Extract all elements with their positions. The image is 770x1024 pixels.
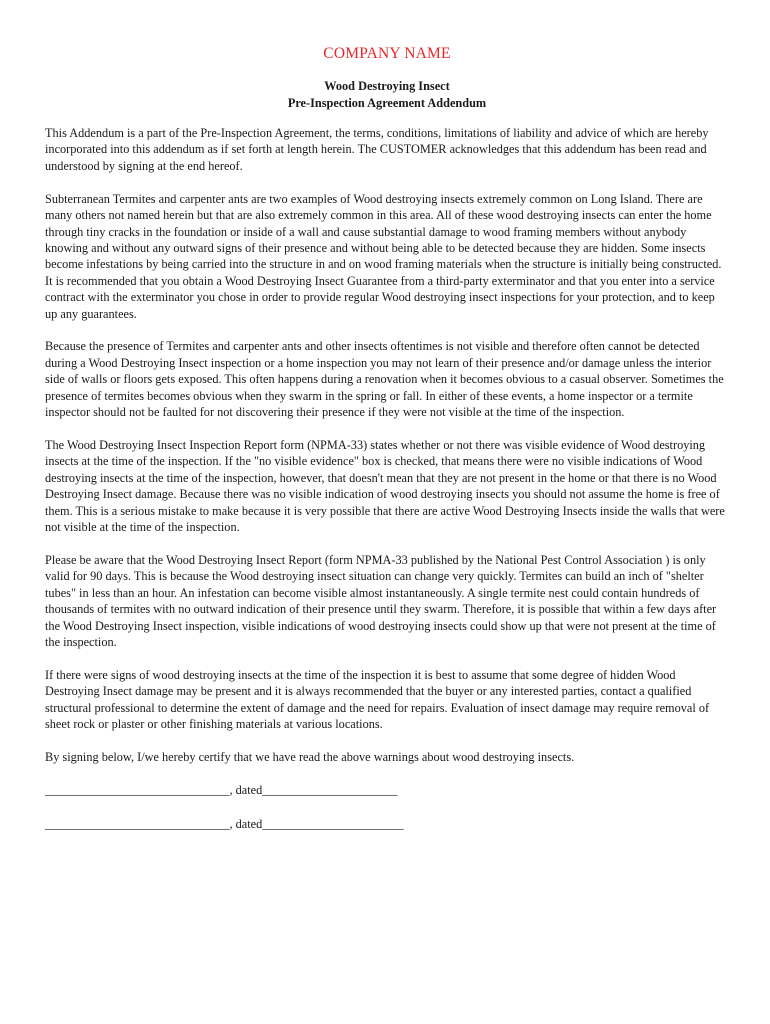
title-line-1: Wood Destroying Insect xyxy=(324,79,450,93)
paragraph-termites-carpenter-ants: Subterranean Termites and carpenter ants are two examples of Wood destroying insects extremely common on Long Island. There are many others not named herein but that are also extremely common in this area. All of these wood destroying insects can enter the home through tiny cracks in the foundation or inside of a wall and cause substantial damage to wood framing members without anybody knowing and without any outward signs of their presence and without being able to be detected because they are hidden. Some insects become infestations by being carried into the structure in and on wood framing materials when the structure is initially being constructed. It is recommended that you obtain a Wood Destroying Insect Guarantee from a third-party exterminator and that you enter into a service contract with the exterminator you chose in order to provide regular Wood destroying insect inspections for your protection, and to keep up any guarantees. xyxy=(45,191,722,321)
title-line-2: Pre-Inspection Agreement Addendum xyxy=(287,95,487,110)
signature-line-2[interactable]: ______________________________, dated_______________________ xyxy=(45,817,404,832)
paragraph-hidden-damage: If there were signs of wood destroying insects at the time of the inspection it is best to assume that some degree of hidden Wood Destroying Insect damage may be present and it is always recommended that the buyer or any interested parties, contact a qualified structural professional to determine the extent of damage and the need for repairs. Evaluation of insect damage may require removal of sheet rock or plaster or other finishing materials at various locations. xyxy=(45,667,710,732)
paragraph-report-validity: Please be aware that the Wood Destroying Insect Report (form NPMA-33 published by the National Pest Control Association ) is only valid for 90 days. This is because the Wood destroying insect situation can change very quickly. Termites can build an inch of "shelter tubes" in less than an hour. An infestation can become visible almost instantaneously. A single termite nest could contain hundreds of thousands of termites with no outward indication of their presence until they swarm. Therefore, it is possible that within a few days after the Wood Destroying Insect inspection, visible indications of wood destroying insects could show up that were not present at the time of the inspection. xyxy=(45,552,717,649)
document-page xyxy=(45,44,729,851)
paragraph-addendum-intro: This Addendum is a part of the Pre-Inspection Agreement, the terms, conditions, limitations of liability and advice of which are hereby incorporated into this addendum as if set forth at length herein. The CUSTOMER acknowledges that this addendum has been read and understood by signing at the end hereof. xyxy=(45,126,709,173)
company-name: COMPANY NAME xyxy=(323,45,451,62)
paragraph-certification: By signing below, I/we hereby certify that we have read the above warnings about wood destroying insects. xyxy=(45,750,575,764)
paragraph-npma33-report: The Wood Destroying Insect Inspection Report form (NPMA-33) states whether or not there was visible evidence of Wood destroying insects at the time of the inspection. If the "no visible evidence" box is checked, that means there were no visible indications of Wood destroying insects at the time of the inspection, however, that doesn't mean that they are not present in the home or that there is no Wood Destroying Insect damage. Because there was no visible indication of wood destroying insects you should not assume the home is free of them. This is a serious mistake to make because it is very possible that there are active Wood Destroying Insects inside the walls that were not visible at the time of the inspection. xyxy=(45,438,725,535)
document-title xyxy=(45,78,729,111)
signature-line-1[interactable]: ______________________________, dated______________________ xyxy=(45,782,398,797)
paragraph-presence-not-visible: Because the presence of Termites and carpenter ants and other insects oftentimes is not visible and therefore often cannot be detected during a Wood Destroying Insect inspection or a home inspection you may not learn of their presence and/or damage unless the interior side of walls or floors gets exposed. This often happens during a renovation when it becomes obvious to a casual observer. Sometimes the presence of termites becomes obvious when they swarm in the spring or fall. In either of these events, a home inspector or a termite inspector should not be faulted for not discovering their presence if they were not visible at the time of the inspection. xyxy=(45,339,724,420)
